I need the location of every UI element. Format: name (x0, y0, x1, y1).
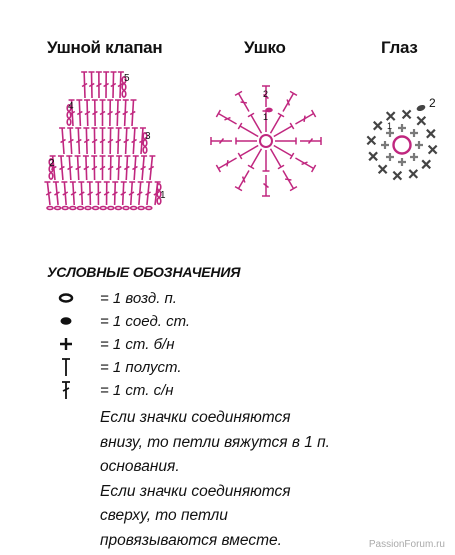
eye-outer-stitch (393, 172, 401, 180)
flap-row-number-5: 5 (124, 73, 130, 84)
eye-inner-stitch (415, 141, 423, 149)
eye-outer-stitch (409, 170, 417, 178)
note-line: основания. (100, 458, 180, 475)
eye-outer-stitch (374, 122, 382, 130)
eye-outer-stitch (387, 112, 395, 120)
flap-row-3 (59, 128, 147, 154)
ear-row-number-2: 2 (263, 89, 269, 99)
flap-row-number-3: 3 (145, 131, 151, 142)
legend-note (100, 406, 330, 553)
double-crochet-icon (52, 380, 80, 400)
single-crochet-icon (52, 334, 80, 354)
note-line: провязываются вместе. (100, 531, 282, 549)
legend-double-crochet-text: = 1 ст. с/н (100, 382, 174, 399)
ear-diagram (211, 86, 321, 196)
legend-chain-text: = 1 возд. п. (100, 290, 177, 307)
eye-diagram (367, 104, 436, 180)
eye-row-number-2: 2 (429, 96, 436, 110)
eye-outer-stitch (369, 152, 377, 160)
legend-title: УСЛОВНЫЕ ОБОЗНАЧЕНИЯ (47, 264, 241, 280)
eye-outer-stitch (422, 160, 430, 168)
legend-half-double-crochet-text: = 1 полуст. (100, 359, 182, 376)
note-line: Если значки соединяются (100, 409, 291, 426)
watermark: PassionForum.ru (368, 539, 445, 550)
eye-outer-stitch (367, 136, 375, 144)
eye-outer-stitch (379, 165, 387, 173)
flap-row-number-4: 4 (68, 101, 74, 112)
eye-outer-stitch (429, 146, 437, 154)
flap-row-1 (44, 182, 160, 205)
eye-row-number-1: 1 (387, 121, 393, 131)
eye-inner-stitch (398, 158, 406, 166)
ear-flap-diagram (44, 72, 160, 210)
chain-icon (52, 288, 80, 308)
ear-row-number-1: 1 (263, 112, 269, 122)
eye-outer-stitch (417, 117, 425, 125)
ear-flap-title: Ушной клапан (47, 38, 163, 57)
flap-chain-row (47, 207, 152, 210)
eye-inner-stitch (398, 124, 406, 132)
eye-inner-stitch (381, 141, 389, 149)
eye-inner-stitch (386, 153, 394, 161)
eye-inner-stitch (410, 153, 418, 161)
flap-row-4 (67, 100, 136, 126)
flap-row-number-2: 2 (49, 158, 55, 169)
legend-slip-stitch-text: = 1 соед. ст. (100, 313, 191, 330)
flap-row-5 (81, 72, 126, 98)
ear-stitch (275, 137, 321, 145)
crochet-diagrams (0, 0, 455, 250)
eye-title: Глаз (381, 38, 418, 57)
note-line: Если значки соединяются (100, 482, 291, 500)
ear-stitch (211, 137, 257, 145)
flap-row-2 (49, 156, 155, 180)
half-double-crochet-icon (52, 357, 80, 377)
eye-inner-stitch (410, 129, 418, 137)
slip-stitch-icon (52, 311, 80, 331)
ear-title: Ушко (244, 38, 286, 57)
note-line: сверху, то петли (100, 507, 228, 524)
ear-stitch (262, 150, 270, 196)
note-line: внизу, то петли вяжутся в 1 п. (100, 433, 330, 451)
legend-single-crochet-text: = 1 ст. б/н (100, 336, 175, 353)
eye-outer-stitch (427, 130, 435, 138)
flap-row-number-1: 1 (160, 190, 166, 201)
eye-outer-stitch (403, 110, 411, 118)
